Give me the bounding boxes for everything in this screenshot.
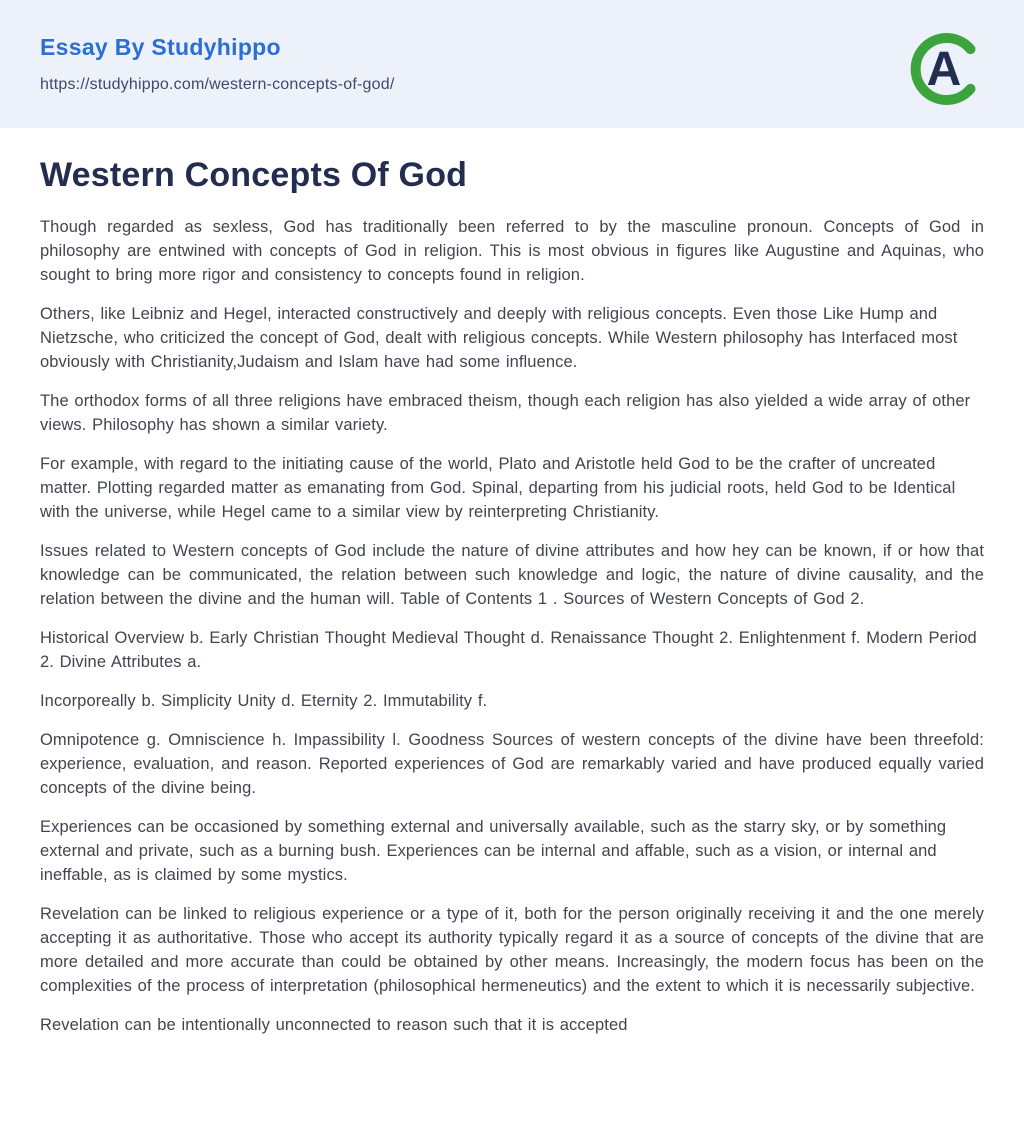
paragraph-9: Experiences can be occasioned by something external and universally available, such as the starry sky, or by something external and private, such as a burning bush. Experiences can be internal and affable, such as a vision, or internal and ineffable, as is claimed by some mystics. xyxy=(40,818,947,884)
logo-ring-icon xyxy=(908,30,986,108)
paragraph-5: Issues related to Western concepts of God include the nature of divine attributes and how hey can be known, if or how that knowledge can be communicated, the relation between such knowledge and logic, the nature of divine causality, and the relation between the divine and the human will. Table of Contents 1 . Sources of Western Concepts of God 2. xyxy=(40,542,984,608)
paragraph-8: Omnipotence g. Omniscience h. Impassibility l. Goodness Sources of western concepts of the divine have been threefold: experience, evaluation, and reason. Reported experiences of God are remarkably varied and have produced equally varied concepts of the divine being. xyxy=(40,731,984,797)
header-text-block xyxy=(40,28,394,94)
paragraph-3: The orthodox forms of all three religions have embraced theism, though each religion has also yielded a wide array of other views. Philosophy has shown a similar variety. xyxy=(40,392,971,434)
page-header xyxy=(0,0,1024,128)
site-title: Essay By Studyhippo xyxy=(40,34,281,60)
source-url-link[interactable]: https://studyhippo.com/western-concepts-of-god/ xyxy=(40,76,395,93)
paragraph-7: Incorporeally b. Simplicity Unity d. Eternity 2. Immutability f. xyxy=(40,692,488,710)
paragraph-10: Revelation can be linked to religious experience or a type of it, both for the person originally receiving it and the one merely accepting it as authoritative. Those who accept its authority typically regard it as a source of concepts of the divine that are more detailed and more accurate than could be obtained by other means. Increasingly, the modern focus has been on the complexities of the process of interpretation (philosophical hermeneutics) and the extent to which it is necessarily subjective. xyxy=(40,905,984,995)
paragraph-1: Though regarded as sexless, God has traditionally been referred to by the masculine pronoun. Concepts of God in philosophy are entwined with concepts of God in religion. This is most obvious in figures like Augustine and Aquinas, who sought to bring more rigor and consistency to concepts found in religion. xyxy=(40,218,984,284)
page-title: Western Concepts Of God xyxy=(40,156,468,194)
article-body xyxy=(0,128,1024,1037)
paragraph-2: Others, like Leibniz and Hegel, interacted constructively and deeply with religious concepts. Even those Like Hump and Nietzsche, who criticized the concept of God, dealt with religious concepts. While Western philosophy has Interfaced most obviously with Christianity,Judaism and Islam have had some influence. xyxy=(40,305,958,371)
paragraph-11: Revelation can be intentionally unconnected to reason such that it is accepted xyxy=(40,1016,628,1034)
studyhippo-logo xyxy=(908,30,986,108)
paragraph-4: For example, with regard to the initiating cause of the world, Plato and Aristotle held God to be the crafter of uncreated matter. Plotting regarded matter as emanating from God. Spinal, departing from his judicial roots, held God to be Identical with the universe, while Hegel came to a similar view by reinterpreting Christianity. xyxy=(40,455,956,521)
logo-letter: A xyxy=(926,43,962,96)
paragraph-6: Historical Overview b. Early Christian Thought Medieval Thought d. Renaissance Thought 2. Enlightenment f. Modern Period 2. Divine Attributes a. xyxy=(40,629,977,671)
